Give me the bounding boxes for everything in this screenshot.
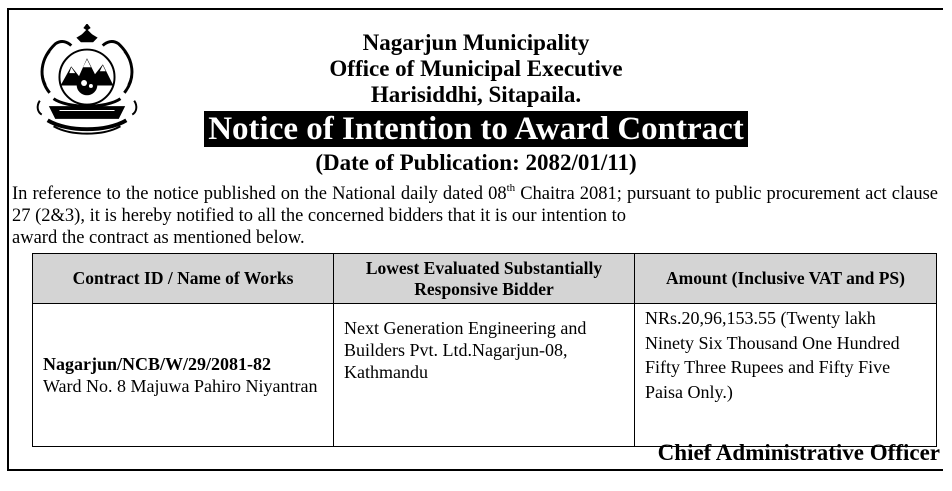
contract-cell	[33, 304, 334, 447]
signatory-title: Chief Administrative Officer	[657, 440, 940, 465]
body-text-2: Chaitra 2081; pursuant to public procurement act clause 27 (2&3), it is hereby notified to all the concerned bidders that it is our intention to	[12, 184, 938, 226]
table-row	[33, 304, 937, 447]
office-name: Office of Municipal Executive	[329, 56, 623, 81]
publication-date: (Date of Publication: 2082/01/11)	[315, 150, 637, 175]
contract-id: Nagarjun/NCB/W/29/2081-82	[43, 354, 272, 374]
municipality-name: Nagarjun Municipality	[362, 30, 590, 55]
office-address: Harisiddhi, Sitapaila.	[370, 82, 582, 107]
body-text-1: In reference to the notice published on the National daily dated 08	[12, 184, 507, 204]
amount-cell: NRs.20,96,153.55 (Twenty lakh Ninety Six Thousand One Hundred Fifty Three Rupees and Fifty Five Paisa Only.)	[635, 304, 937, 447]
bidder-cell: Next Generation Engineering and Builders Pvt. Ltd.Nagarjun-08, Kathmandu	[334, 304, 635, 447]
body-text-3: award the contract as mentioned below.	[12, 228, 305, 248]
header-contract: Contract ID / Name of Works	[33, 254, 334, 304]
award-table	[32, 253, 937, 447]
header-amount: Amount (Inclusive VAT and PS)	[635, 254, 937, 304]
header-bidder: Lowest Evaluated Substantially Responsive Bidder	[334, 254, 635, 304]
body-superscript: th	[506, 182, 516, 194]
notice-body	[12, 183, 938, 249]
work-name: Ward No. 8 Majuwa Pahiro Niyantran	[43, 376, 318, 396]
notice-title: Notice of Intention to Award Contract	[204, 111, 748, 147]
table-header-row	[33, 254, 937, 304]
